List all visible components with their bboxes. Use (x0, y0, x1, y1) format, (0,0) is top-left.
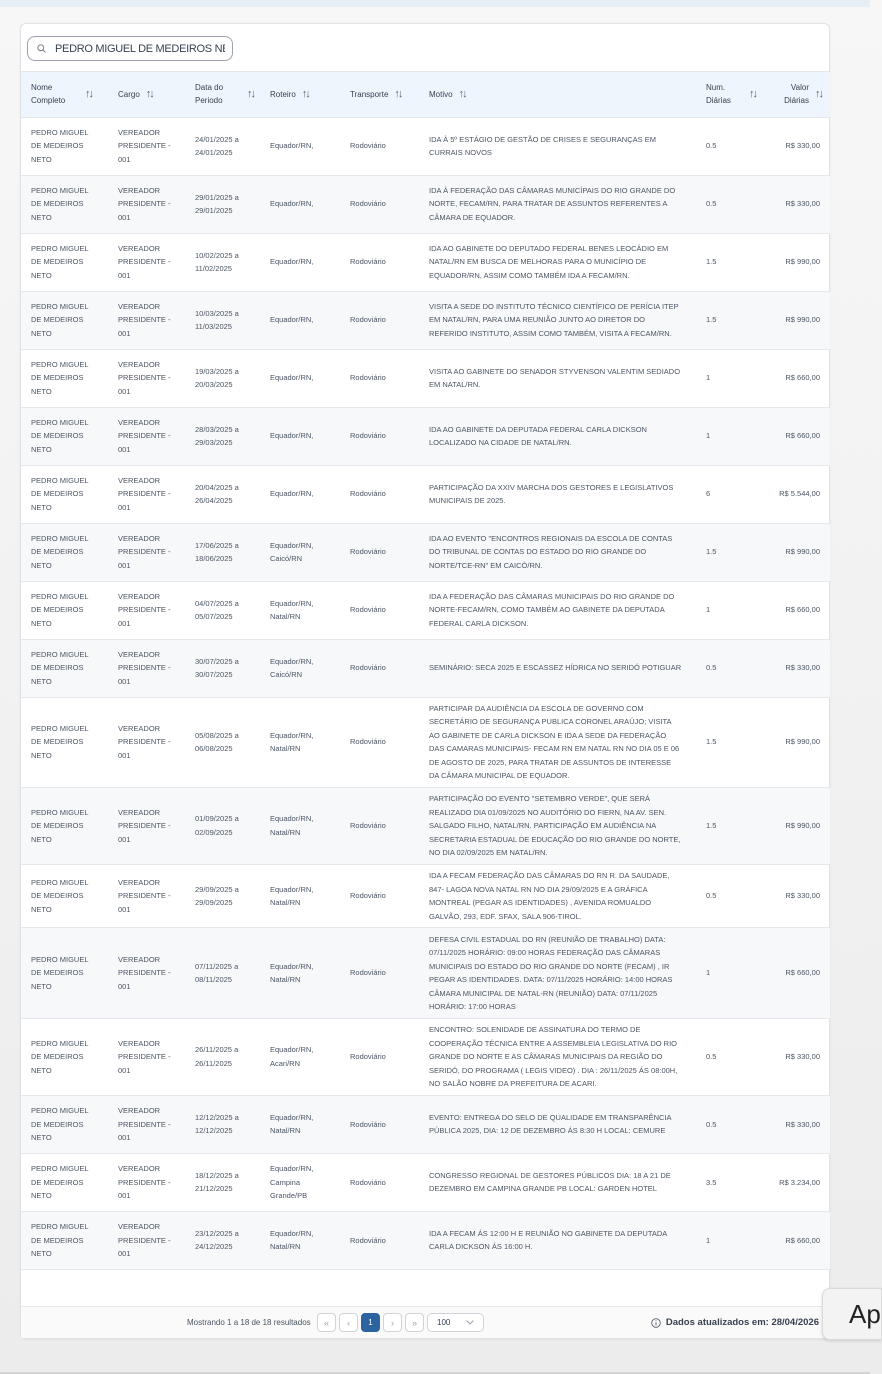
cell-roteiro: Equador/RN, Caicó/RN (260, 523, 340, 581)
page-size-value: 100 (437, 1318, 451, 1327)
cell-roteiro: Equador/RN, Campina Grande/PB (260, 1153, 340, 1211)
table-row (21, 291, 830, 349)
cell-num: 0.5 (696, 1095, 756, 1153)
table-row (21, 1095, 830, 1153)
table-row (21, 1211, 830, 1269)
column-header-roteiro[interactable] (260, 72, 340, 117)
cell-cargo: VEREADOR PRESIDENTE - 001 (108, 233, 185, 291)
cell-transporte: Rodoviário (340, 407, 419, 465)
column-header-transporte[interactable] (340, 72, 419, 117)
cell-valor: R$ 330,00 (756, 117, 830, 175)
cell-motivo: PARTICIPAÇÃO DA XXIV MARCHA DOS GESTORES E LEGISLATIVOS MUNICIPAIS DE 2025. (419, 465, 696, 523)
cell-nome: PEDRO MIGUEL DE MEDEIROS NETO (21, 787, 108, 864)
cell-transporte: Rodoviário (340, 291, 419, 349)
cell-cargo: VEREADOR PRESIDENTE - 001 (108, 639, 185, 697)
cell-num: 1 (696, 1211, 756, 1269)
cell-nome: PEDRO MIGUEL DE MEDEIROS NETO (21, 407, 108, 465)
cell-transporte: Rodoviário (340, 1211, 419, 1269)
cell-periodo: 07/11/2025 a 08/11/2025 (185, 928, 260, 1018)
cell-motivo: IDA A FECAM ÁS 12:00 H E REUNIÃO NO GABINETE DA DEPUTADA CARLA DICKSON ÁS 16:00 H. (419, 1211, 696, 1269)
table-header-row (21, 72, 830, 117)
cell-transporte: Rodoviário (340, 175, 419, 233)
cell-valor: R$ 660,00 (756, 349, 830, 407)
table-row (21, 233, 830, 291)
table-row (21, 581, 830, 639)
cell-nome: PEDRO MIGUEL DE MEDEIROS NETO (21, 233, 108, 291)
cell-valor: R$ 330,00 (756, 1018, 830, 1095)
cell-num: 1 (696, 349, 756, 407)
cell-cargo: VEREADOR PRESIDENTE - 001 (108, 117, 185, 175)
cell-motivo: IDA A FEDERAÇÃO DAS CÂMARAS MUNICIPAIS DO RIO GRANDE DO NORTE-FECAM/RN, COMO TAMBÉM AO GABINETE DA DEPUTADA FEDERAL CARLA DICKSON. (419, 581, 696, 639)
data-updated-text: Dados atualizados em: 28/04/2026 (665, 1317, 819, 1328)
search-box[interactable] (27, 36, 233, 61)
cell-roteiro: Equador/RN, Caicó/RN (260, 639, 340, 697)
cell-motivo: CONGRESSO REGIONAL DE GESTORES PÚBLICOS DIA: 18 A 21 DE DEZEMBRO EM CAMPINA GRANDE PB LOCAL: GARDEN HOTEL (419, 1153, 696, 1211)
cell-num: 1.5 (696, 523, 756, 581)
cell-cargo: VEREADOR PRESIDENTE - 001 (108, 1018, 185, 1095)
column-label: Motivo (429, 89, 453, 99)
cell-transporte: Rodoviário (340, 1018, 419, 1095)
cell-roteiro: Equador/RN, (260, 349, 340, 407)
cell-cargo: VEREADOR PRESIDENTE - 001 (108, 1153, 185, 1211)
cell-periodo: 05/08/2025 a 06/08/2025 (185, 697, 260, 787)
cell-cargo: VEREADOR PRESIDENTE - 001 (108, 928, 185, 1018)
cell-valor: R$ 990,00 (756, 233, 830, 291)
cell-cargo: VEREADOR PRESIDENTE - 001 (108, 349, 185, 407)
cell-transporte: Rodoviário (340, 581, 419, 639)
cell-nome: PEDRO MIGUEL DE MEDEIROS NETO (21, 928, 108, 1018)
cell-roteiro: Equador/RN, Natal/RN (260, 787, 340, 864)
cell-transporte: Rodoviário (340, 1095, 419, 1153)
cell-num: 1 (696, 407, 756, 465)
cell-cargo: VEREADOR PRESIDENTE - 001 (108, 523, 185, 581)
pagination (317, 1313, 484, 1332)
cell-valor: R$ 330,00 (756, 864, 830, 928)
cell-motivo: VISITA A SEDE DO INSTITUTO TÉCNICO CIENTÍFICO DE PERÍCIA ITEP EM NATAL/RN, PARA UMA REUNIÃO JUNTO AO DIRETOR DO REFERIDO INSTITUTO, ASSIM COMO TAMBÉM, VISITA A FECAM/RN. (419, 291, 696, 349)
table-row (21, 928, 830, 1018)
cell-num: 1.5 (696, 787, 756, 864)
table-row (21, 349, 830, 407)
cell-transporte: Rodoviário (340, 349, 419, 407)
cell-num: 0.5 (696, 117, 756, 175)
cell-cargo: VEREADOR PRESIDENTE - 001 (108, 175, 185, 233)
cell-nome: PEDRO MIGUEL DE MEDEIROS NETO (21, 697, 108, 787)
cell-roteiro: Equador/RN, Natal/RN (260, 1095, 340, 1153)
cell-num: 1.5 (696, 233, 756, 291)
cell-num: 0.5 (696, 864, 756, 928)
cell-motivo: IDA AO GABINETE DA DEPUTADA FEDERAL CARLA DICKSON LOCALIZADO NA CIDADE DE NATAL/RN. (419, 407, 696, 465)
cell-cargo: VEREADOR PRESIDENTE - 001 (108, 581, 185, 639)
sort-up-down-icon[interactable]: ↑↓ (85, 87, 92, 100)
cell-periodo: 29/09/2025 a 29/09/2025 (185, 864, 260, 928)
cell-num: 6 (696, 465, 756, 523)
cell-nome: PEDRO MIGUEL DE MEDEIROS NETO (21, 349, 108, 407)
cell-nome: PEDRO MIGUEL DE MEDEIROS NETO (21, 1211, 108, 1269)
cell-valor: R$ 990,00 (756, 291, 830, 349)
last-page-button[interactable]: » (405, 1313, 424, 1332)
cell-roteiro: Equador/RN, (260, 291, 340, 349)
sort-up-down-icon[interactable]: ↑↓ (749, 87, 756, 100)
search-icon (37, 44, 46, 53)
cell-cargo: VEREADOR PRESIDENTE - 001 (108, 864, 185, 928)
sort-up-down-icon[interactable]: ↑↓ (301, 87, 309, 100)
cell-periodo: 17/06/2025 a 18/06/2025 (185, 523, 260, 581)
cell-valor: R$ 330,00 (756, 175, 830, 233)
cell-motivo: IDA À 5º ESTÁGIO DE GESTÃO DE CRISES E SEGURANÇAS EM CURRAIS NOVOS (419, 117, 696, 175)
search-row (21, 24, 829, 72)
column-header-cargo[interactable] (108, 72, 185, 117)
cell-motivo: PARTICIPAÇÃO DO EVENTO "SETEMBRO VERDE", QUE SERÁ REALIZADO DIA 01/09/2025 NO AUDITÓRIO DO FIERN, NA AV. SEN. SALGADO FILHO, NATAL/RN. PARTICIPAÇÃO EM AUDIÊNCIA NA SECRETARIA ESTADUAL DE EDUCAÇÃO DO RIO GRANDE DO NORTE, NO DIA 02/09/2025 EM NATAL/RN. (419, 787, 696, 864)
cell-num: 0.5 (696, 175, 756, 233)
column-label: Transporte (350, 89, 389, 99)
cell-periodo: 10/02/2025 a 11/02/2025 (185, 233, 260, 291)
table-row (21, 523, 830, 581)
cell-motivo: IDA AO GABINETE DO DEPUTADO FEDERAL BENES LEOCÁDIO EM NATAL/RN EM BUSCA DE MELHORAS PARA O MUNICÍPIO DE EQUADOR/RN, ASSIM COMO TAMBÉM IDA A FECAM/RN. (419, 233, 696, 291)
cell-valor: R$ 990,00 (756, 787, 830, 864)
cell-transporte: Rodoviário (340, 864, 419, 928)
column-label: Data do Periodo (195, 83, 224, 106)
search-input[interactable] (55, 43, 225, 55)
table-footer (21, 1306, 829, 1338)
cell-transporte: Rodoviário (340, 697, 419, 787)
table-row (21, 465, 830, 523)
cell-num: 1.5 (696, 291, 756, 349)
cell-cargo: VEREADOR PRESIDENTE - 001 (108, 787, 185, 864)
cell-valor: R$ 5.544,00 (756, 465, 830, 523)
table-body (21, 117, 830, 1269)
column-header-nome[interactable] (21, 72, 108, 117)
cell-valor: R$ 660,00 (756, 928, 830, 1018)
sort-up-down-icon[interactable]: ↑↓ (458, 87, 466, 100)
cell-nome: PEDRO MIGUEL DE MEDEIROS NETO (21, 1095, 108, 1153)
cell-periodo: 12/12/2025 a 12/12/2025 (185, 1095, 260, 1153)
cell-roteiro: Equador/RN, Acari/RN (260, 1018, 340, 1095)
data-updated (651, 1317, 819, 1328)
cell-roteiro: Equador/RN, Natal/RN (260, 928, 340, 1018)
cell-motivo: DEFESA CIVIL ESTADUAL DO RN (REUNIÃO DE TRABALHO) DATA: 07/11/2025 HORÁRIO: 09:00 HORAS FEDERAÇÃO DAS CÂMARAS MUNICIPAIS DO ESTADO DO RIO GRANDE DO NORTE (FECAM) , IR PEGAR AS IDENTIDADES. DATA: 07/11/2025 HORÁRIO: 14:00 HORAS CÂMARA MUNICIPAL DE NATAL-RN (REUNIÃO) DATA: 07/11/2025 HORÁRIO: 17:00 HORAS (419, 928, 696, 1018)
cell-roteiro: Equador/RN, Natal/RN (260, 581, 340, 639)
table-row (21, 407, 830, 465)
column-label: Num. Diárias (706, 83, 731, 106)
cell-periodo: 24/01/2025 a 24/01/2025 (185, 117, 260, 175)
cell-motivo: IDA A FECAM FEDERAÇÃO DAS CÂMARAS DO RN R. DA SAUDADE, 847- LAGOA NOVA NATAL RN NO DIA 29/09/2025 E A GRÁFICA MONTREAL (PEGAR AS IDENTIDADES) , AVENIDA ROMUALDO GALVÃO, 293, EDF. SFAX, SALA 906-TIROL. (419, 864, 696, 928)
cell-num: 1.5 (696, 697, 756, 787)
cell-cargo: VEREADOR PRESIDENTE - 001 (108, 1095, 185, 1153)
cell-nome: PEDRO MIGUEL DE MEDEIROS NETO (21, 581, 108, 639)
diarias-table (21, 72, 830, 1270)
cell-transporte: Rodoviário (340, 1153, 419, 1211)
cell-valor: R$ 330,00 (756, 639, 830, 697)
cell-motivo: ENCONTRO: SOLENIDADE DE ASSINATURA DO TERMO DE COOPERAÇÃO TÉCNICA ENTRE A ASSEMBLEIA LEGISLATIVA DO RIO GRANDE DO NORTE E AS CÂMARAS MUNICIPAIS DA REGIÃO DO SERIDÓ, DO PROGRAMA ( LEGIS VIDEO) . DIA : 26/11/2025 ÁS 08:00H, NO SALÃO NOBRE DA PREFEITURA DE ACARI. (419, 1018, 696, 1095)
page-size-select[interactable] (427, 1313, 484, 1332)
cell-roteiro: Equador/RN, (260, 233, 340, 291)
cell-motivo: PARTICIPAR DA AUDIÊNCIA DA ESCOLA DE GOVERNO COM SECRETÁRIO DE SEGURANÇA PUBLICA CORONEL ARAÚJO; VISITA AO GABINETE DE CARLA DICKSON E IDA A SEDE DA FEDERAÇÃO DAS CAMARAS MUNICIPAIS- FECAM RN EM NATAL RN NO DIA 05 E 06 DE AGOSTO DE 2025, PARA TRATAR DE ASSUNTOS DE INTERESSE DA CÂMARA MUNICIPAL DE EQUADOR. (419, 697, 696, 787)
cell-nome: PEDRO MIGUEL DE MEDEIROS NETO (21, 639, 108, 697)
cell-transporte: Rodoviário (340, 928, 419, 1018)
chevron-down-icon (466, 1320, 474, 1325)
cell-motivo: EVENTO: ENTREGA DO SELO DE QUALIDADE EM TRANSPARÊNCIA PÚBLICA 2025, DIA: 12 DE DEZEMBRO ÁS 8:30 H LOCAL: CEMURE (419, 1095, 696, 1153)
cell-valor: R$ 660,00 (756, 1211, 830, 1269)
results-count: Mostrando 1 a 18 de 18 resultados (187, 1318, 311, 1327)
cell-valor: R$ 990,00 (756, 523, 830, 581)
info-icon (651, 1318, 661, 1328)
cell-motivo: IDA AO EVENTO "ENCONTROS REGIONAIS DA ESCOLA DE CONTAS DO TRIBUNAL DE CONTAS DO ESTADO DO RIO GRANDE DO NORTE/TCE-RN" EM CAICÓ/RN. (419, 523, 696, 581)
cell-nome: PEDRO MIGUEL DE MEDEIROS NETO (21, 523, 108, 581)
cell-periodo: 18/12/2025 a 21/12/2025 (185, 1153, 260, 1211)
next-page-button[interactable]: › (383, 1313, 402, 1332)
cell-cargo: VEREADOR PRESIDENTE - 001 (108, 1211, 185, 1269)
prev-page-button[interactable]: ‹ (339, 1313, 358, 1332)
cell-nome: PEDRO MIGUEL DE MEDEIROS NETO (21, 1018, 108, 1095)
floating-button-label: Ap (849, 1299, 881, 1329)
cell-valor: R$ 660,00 (756, 581, 830, 639)
cell-num: 1 (696, 581, 756, 639)
cell-cargo: VEREADOR PRESIDENTE - 001 (108, 465, 185, 523)
sort-up-down-icon[interactable]: ↑↓ (247, 87, 254, 100)
cell-periodo: 23/12/2025 a 24/12/2025 (185, 1211, 260, 1269)
table-row (21, 175, 830, 233)
cell-cargo: VEREADOR PRESIDENTE - 001 (108, 407, 185, 465)
cell-num: 1 (696, 928, 756, 1018)
first-page-button[interactable]: « (317, 1313, 336, 1332)
cell-transporte: Rodoviário (340, 639, 419, 697)
table-row (21, 787, 830, 864)
table-row (21, 864, 830, 928)
floating-action-button[interactable] (822, 1288, 882, 1340)
cell-motivo: SEMINÁRIO: SECA 2025 E ESCASSEZ HÍDRICA NO SERIDÓ POTIGUAR (419, 639, 696, 697)
column-label: Cargo (118, 89, 140, 99)
cell-nome: PEDRO MIGUEL DE MEDEIROS NETO (21, 291, 108, 349)
cell-valor: R$ 660,00 (756, 407, 830, 465)
cell-num: 0.5 (696, 1018, 756, 1095)
cell-valor: R$ 3.234,00 (756, 1153, 830, 1211)
column-header-num[interactable] (696, 72, 756, 117)
cell-periodo: 28/03/2025 a 29/03/2025 (185, 407, 260, 465)
column-label: Nome Completo (31, 83, 66, 106)
cell-valor: R$ 990,00 (756, 697, 830, 787)
cell-periodo: 29/01/2025 a 29/01/2025 (185, 175, 260, 233)
cell-periodo: 04/07/2025 a 05/07/2025 (185, 581, 260, 639)
top-strip (0, 0, 870, 7)
table-row (21, 117, 830, 175)
sort-up-down-icon[interactable]: ↑↓ (815, 87, 822, 100)
cell-roteiro: Equador/RN, (260, 407, 340, 465)
cell-valor: R$ 330,00 (756, 1095, 830, 1153)
cell-cargo: VEREADOR PRESIDENTE - 001 (108, 291, 185, 349)
cell-nome: PEDRO MIGUEL DE MEDEIROS NETO (21, 864, 108, 928)
cell-nome: PEDRO MIGUEL DE MEDEIROS NETO (21, 117, 108, 175)
cell-num: 0.5 (696, 639, 756, 697)
table-row (21, 1153, 830, 1211)
sort-up-down-icon[interactable]: ↑↓ (394, 87, 402, 100)
cell-periodo: 30/07/2025 a 30/07/2025 (185, 639, 260, 697)
cell-motivo: VISITA AO GABINETE DO SENADOR STYVENSON VALENTIM SEDIADO EM NATAL/RN. (419, 349, 696, 407)
cell-roteiro: Equador/RN, (260, 465, 340, 523)
cell-transporte: Rodoviário (340, 117, 419, 175)
column-header-periodo[interactable] (185, 72, 260, 117)
cell-nome: PEDRO MIGUEL DE MEDEIROS NETO (21, 175, 108, 233)
cell-roteiro: Equador/RN, Natal/RN (260, 1211, 340, 1269)
column-label: Roteiro (270, 89, 296, 99)
cell-transporte: Rodoviário (340, 465, 419, 523)
cell-periodo: 20/04/2025 a 26/04/2025 (185, 465, 260, 523)
cell-transporte: Rodoviário (340, 787, 419, 864)
cell-periodo: 19/03/2025 a 20/03/2025 (185, 349, 260, 407)
cell-periodo: 10/03/2025 a 11/03/2025 (185, 291, 260, 349)
table-row (21, 1018, 830, 1095)
table-row (21, 639, 830, 697)
cell-transporte: Rodoviário (340, 233, 419, 291)
cell-motivo: IDA À FEDERAÇÃO DAS CÂMARAS MUNICÍPAIS DO RIO GRANDE DO NORTE, FECAM/RN, PARA TRATAR DE ASSUNTOS REFERENTES A CÂMARA DE EQUADOR. (419, 175, 696, 233)
cell-periodo: 01/09/2025 a 02/09/2025 (185, 787, 260, 864)
page-button-current[interactable]: 1 (361, 1313, 380, 1332)
cell-periodo: 26/11/2025 a 26/11/2025 (185, 1018, 260, 1095)
cell-roteiro: Equador/RN, Natal/RN (260, 697, 340, 787)
cell-transporte: Rodoviário (340, 523, 419, 581)
table-row (21, 697, 830, 787)
sort-up-down-icon[interactable]: ↑↓ (145, 87, 153, 100)
cell-nome: PEDRO MIGUEL DE MEDEIROS NETO (21, 1153, 108, 1211)
cell-num: 3.5 (696, 1153, 756, 1211)
cell-nome: PEDRO MIGUEL DE MEDEIROS NETO (21, 465, 108, 523)
cell-cargo: VEREADOR PRESIDENTE - 001 (108, 697, 185, 787)
column-header-motivo[interactable] (419, 72, 696, 117)
cell-roteiro: Equador/RN, (260, 117, 340, 175)
column-label: Valor Diárias (784, 83, 809, 106)
column-header-valor[interactable] (756, 72, 830, 117)
cell-roteiro: Equador/RN, Natal/RN (260, 864, 340, 928)
cell-roteiro: Equador/RN, (260, 175, 340, 233)
data-table-card (20, 23, 830, 1339)
